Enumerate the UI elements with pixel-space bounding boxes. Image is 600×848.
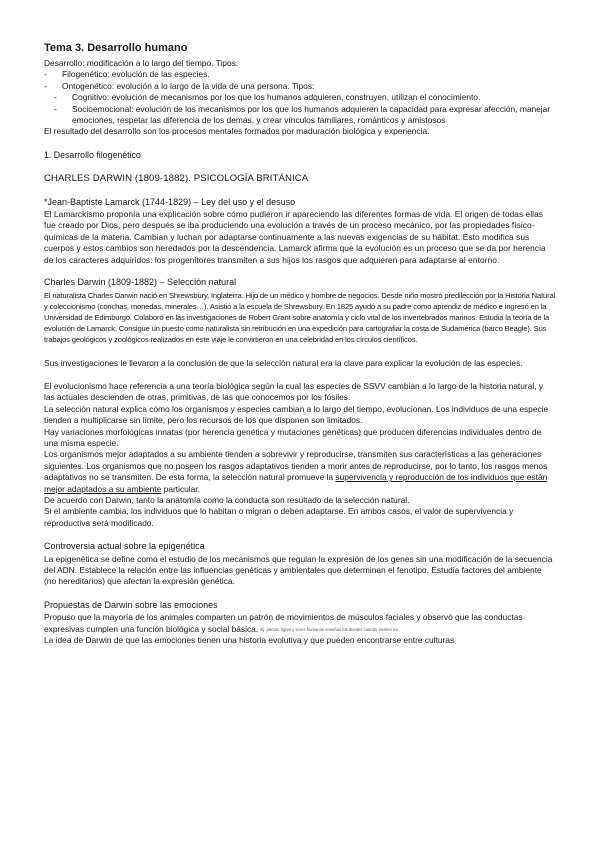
section-heading-phylogenetic: 1. Desarrollo filogenético <box>44 149 141 160</box>
evolutionism-paragraph: El evolucionismo hace referencia a una teoría biológica según la cual las especies de SSVV cambian a lo largo de la historia natural, y las actuales descienden de otras, primitivas, de las que conocemos por los fósiles. <box>44 380 544 403</box>
emotions-body <box>44 612 556 635</box>
lamarck-heading: *Jean-Baptiste Lamarck (1744-1829) – Ley del uso y el desuso <box>44 196 296 207</box>
darwin-anatomy-paragraph: De acuerdo con Darwin, tanto la anatomía como la conducta son resultado de la selección natural. <box>44 494 410 505</box>
subtype-socioemotional: - Socioemocional: evolución de los mecanismos por los que los humanos adquieren la capacidad para expresar afección, manejar emociones, respetar las diferencia de los demás, y crear vínculos familiares, románticos y amistosos <box>48 104 556 127</box>
subtype-cognitive: - Cognitivo: evolución de mecanismos por los que los humanos adquieren, construyen, utilizan el conocimiento. <box>48 92 556 103</box>
darwin-main-heading: CHARLES DARWIN (1809-1882). PSICOLOGÍA BRITÁNICA <box>44 173 309 185</box>
definition-line: Desarrollo: modificación a lo largo del tiempo. Tipos: <box>44 58 239 68</box>
epigenetics-heading: Controversia actual sobre la epigenética <box>44 541 205 552</box>
darwin-bio-heading: Charles Darwin (1809-1882) – Selección natural <box>44 277 237 288</box>
emotions-heading: Propuestas de Darwin sobre las emociones <box>44 599 218 610</box>
emotions-last-line: La idea de Darwin de que las emociones tienen una historia evolutiva y que pueden encontrarse entre culturas <box>44 635 455 646</box>
lamarck-body: El Lamarckismo proponía una explicación sobre cómo pudieron ir apareciendo las diferentes formas de vida. El origen de todas ellas fue creado por Dios, pero después se iba produciendo una evolución a través de un proceso mecánico, por las propiedades físico-químicas de la materia. Cambian y luchan por adaptarse continuamente a las nuevas exigencias de su hábitat. Esto modifica sus cuerpos y estos cambios son heredados por la descendencia. Lamarck afirma que la evolución es un proceso que se da por herencia de los caracteres adquiridos: los progenitores transmiten a sus hijos los rasgos que adquieren para adaptarse al entorno. <box>44 209 546 265</box>
emotions-example-note: Ej: perros, tigres y seres humanos enseñan los dientes cuando sienten ira <box>260 626 398 632</box>
investigations-paragraph: Sus investigaciones le llevaron a la conclusión de que la selección natural era la clave para explicar la evolución de las especies. <box>44 357 523 368</box>
development-result: El resultado del desarrollo son los procesos mentales formados por maduración biológica y experiencia. <box>44 126 430 137</box>
ontogenetic-subtypes-list <box>44 92 556 126</box>
emotions-body-text: Propuso que la mayoría de los animales comparten un patrón de movimientos de músculos faciales y observó que las conductas expresivas cumplen una función biológica y social básica. <box>44 612 523 634</box>
type-ontogenetic: - Ontogenético: evolución a lo largo de la vida de una persona. Tipos: <box>44 81 556 92</box>
natural-selection-paragraph: La selección natural explica cómo los organismos y especies cambian a lo largo del tiempo, evolucionan. Los individuos de una especie tienden a multiplicarse sin límite, pero los recursos de los que disponen son limitados. <box>44 403 549 426</box>
development-types-list <box>44 69 556 92</box>
adaptation-text-a: Los organismos mejor adaptados a su ambiente tienden a sobrevivir y reproducirse, transmiten sus características a las generaciones siguientes. Los organismos que no poseen los rasgos adaptativos tienden a morir antes de reproducirse, por lo tanto, los rasgos menos adaptativos no se transmiten. De esta forma, la selección natural promueve la <box>44 449 548 483</box>
adaptation-text-b: particular. <box>161 483 200 494</box>
adaptation-paragraph <box>44 449 556 495</box>
document-title: Tema 3. Desarrollo humano <box>44 42 188 54</box>
type-phylogenetic: - Filogenético: evolución de las especies. <box>44 69 556 80</box>
darwin-bio-body: El naturalista Charles Darwin nació en Shrewsbury, Inglaterra. Hijo de un médico y hombre de negocios. Desde niño mostró predilección por la Historia Natural y coleccionismo (conchas, monedas, minerales…). Asistió a la escuela de Shrewsbury. En 1825 ayudó a su padre como aprendiz de médico e ingresó en la Universidad de Edimburgo. Colaboró en las investigaciones de Robert Grant sobre anatomía y ciclo vital de los invertebrados marinos. Estudia la teoría de la evolución de Lamarck. Consigue un puesto como naturalista sin retribución en una expedición para cartografiar la costa de Sudamérica (barco Beagle). Sus trabajos geológicos y zoológicos realizados en este viaje le convirtieron en una celebridad en los círculos científicos. <box>44 290 556 345</box>
adaptation-underlined: supervivencia y reproducción de los individuos que están mejor adaptados a su ambiente <box>44 472 548 494</box>
epigenetics-body: La epigenética se define como el estudio de los mecanismos que regulan la expresión de los genes sin una modificación de la secuencia del ADN. Establece la relación entre las influencias genéticas y ambientales que determinan el fenotipo. Estudia factores del ambiente (no hereditarios) que afectan la expresión genética. <box>44 553 553 587</box>
variations-paragraph: Hay variaciones morfológicas innatas (por herencia genética y mutaciones genéticas) que producen diferencias individuales dentro de una misma especie. <box>44 426 542 448</box>
environment-change-paragraph: Si el ambiente cambia, los individuos que lo habitan o migran o deben adaptarse. En ambos casos, el valor de supervivencia y reproductiva será modificado. <box>44 506 514 528</box>
